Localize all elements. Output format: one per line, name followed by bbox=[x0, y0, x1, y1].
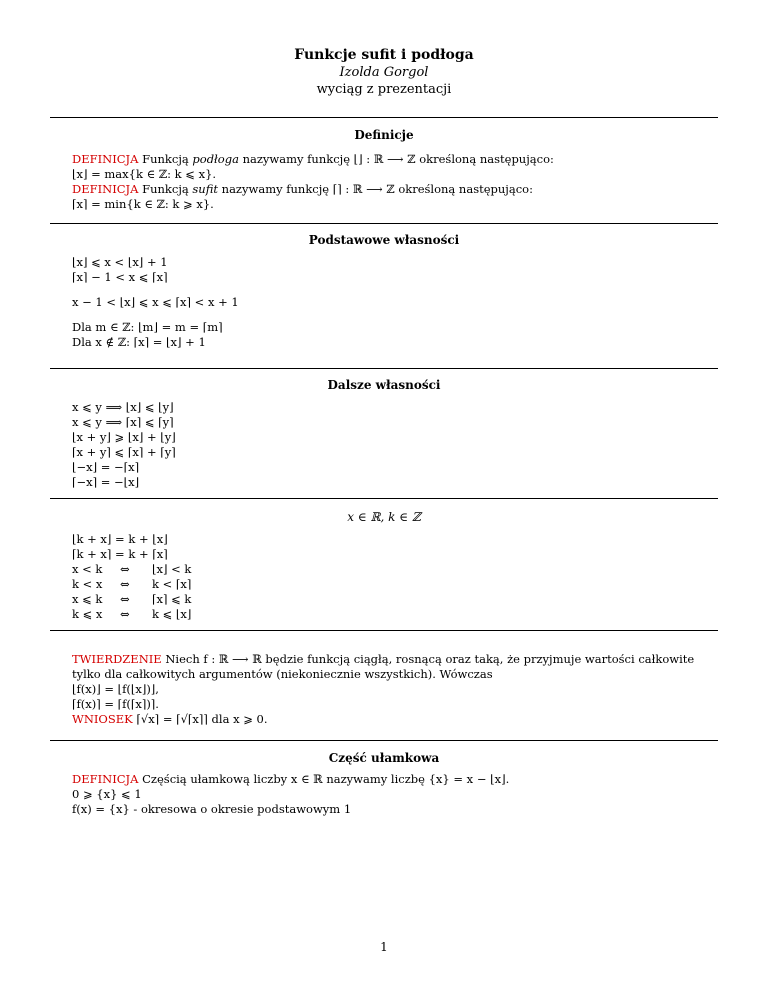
formula: ⌊f(x)⌋ = ⌊f(⌊x⌋)⌋, bbox=[72, 682, 159, 696]
divider bbox=[50, 223, 718, 224]
equivalence-row: k < x ⇔ k < ⌈x⌉ bbox=[72, 577, 192, 591]
section-heading-podstawowe: Podstawowe własności bbox=[308, 233, 460, 247]
divider bbox=[50, 740, 718, 741]
formula: ⌈k + x⌉ = k + ⌈x⌉ bbox=[72, 547, 168, 561]
divider bbox=[50, 368, 718, 369]
formula: ⌊x + y⌋ ⩾ ⌊x⌋ + ⌊y⌋ bbox=[72, 430, 176, 444]
formula: x ⩽ y ⟹ ⌈x⌉ ⩽ ⌈y⌉ bbox=[72, 415, 174, 429]
formula: ⌈x + y⌉ ⩽ ⌈x⌉ + ⌈y⌉ bbox=[72, 445, 176, 459]
formula: x ⩽ y ⟹ ⌊x⌋ ⩽ ⌊y⌋ bbox=[72, 400, 174, 414]
theorem-label: TWIERDZENIE bbox=[72, 652, 162, 666]
section-heading-dalsze: Dalsze własności bbox=[327, 378, 441, 392]
document-title: Funkcje sufit i podłoga bbox=[294, 47, 474, 63]
section-ulamkowa bbox=[72, 772, 712, 817]
formula: ⌊x⌋ ⩽ x < ⌊x⌋ + 1 bbox=[72, 255, 168, 269]
formula: ⌈−x⌉ = −⌊x⌋ bbox=[72, 475, 140, 489]
formula: 0 ⩾ {x} ⩽ 1 bbox=[72, 787, 142, 801]
term-sufit: sufit bbox=[192, 182, 219, 196]
formula: Dla x ∉ ℤ: ⌈x⌉ = ⌊x⌋ + 1 bbox=[72, 335, 206, 349]
definition-line: DEFINICJA Częścią ułamkową liczby x ∈ ℝ nazywamy liczbę {x} = x − ⌊x⌋. bbox=[72, 772, 510, 786]
section-heading-ulamkowa: Część ułamkowa bbox=[328, 751, 440, 765]
formula: x − 1 < ⌊x⌋ ⩽ x ⩽ ⌈x⌉ < x + 1 bbox=[72, 295, 239, 309]
divider bbox=[50, 117, 718, 118]
formula: ⌈f(x)⌉ = ⌈f(⌈x⌉)⌉. bbox=[72, 697, 159, 711]
formula: Dla m ∈ ℤ: ⌊m⌋ = m = ⌈m⌉ bbox=[72, 320, 223, 334]
definition-label: DEFINICJA bbox=[72, 182, 139, 196]
section-definicje bbox=[72, 152, 712, 212]
section-dalsze bbox=[72, 400, 712, 490]
document-subtitle: wyciąg z prezentacji bbox=[316, 82, 452, 97]
definition-label: DEFINICJA bbox=[72, 772, 139, 786]
theorem-paragraph: TWIERDZENIE Niech f : ℝ ⟶ ℝ będzie funkcją ciągłą, rosnącą oraz taką, że przyjmuje wartości całkowite tylko dla całkowitych argumentów (niekoniecznie wszystkich). Wówczas bbox=[72, 652, 695, 681]
section-heading-definicje: Definicje bbox=[354, 128, 414, 142]
page-number: 1 bbox=[380, 940, 388, 954]
document-author: Izolda Gorgol bbox=[339, 65, 429, 80]
equivalence-row: k ⩽ x ⇔ k ⩽ ⌊x⌋ bbox=[72, 607, 192, 621]
section-xr bbox=[72, 532, 712, 622]
definition-label: DEFINICJA bbox=[72, 152, 139, 166]
divider bbox=[50, 630, 718, 631]
section-twierdzenie bbox=[50, 652, 718, 727]
formula: ⌊k + x⌋ = k + ⌊x⌋ bbox=[72, 532, 168, 546]
equivalence-row: x < k ⇔ ⌊x⌋ < k bbox=[72, 562, 192, 576]
corollary-label: WNIOSEK bbox=[72, 712, 133, 726]
equivalence-row: x ⩽ k ⇔ ⌈x⌉ ⩽ k bbox=[72, 592, 192, 606]
formula: f(x) = {x} - okresowa o okresie podstawowym 1 bbox=[72, 802, 352, 816]
definition-line: DEFINICJA Funkcją sufit nazywamy funkcję ⌈⌉ : ℝ ⟶ ℤ określoną następująco: bbox=[72, 182, 533, 196]
formula: ⌊−x⌋ = −⌈x⌉ bbox=[72, 460, 140, 474]
document-header bbox=[0, 46, 768, 98]
divider bbox=[50, 498, 718, 499]
section-heading-xr: x ∈ ℝ, k ∈ ℤ bbox=[347, 510, 421, 524]
formula: ⌈x⌉ = min{k ∈ ℤ: k ⩾ x}. bbox=[72, 197, 214, 211]
corollary-line: WNIOSEK ⌈√x⌉ = ⌈√⌈x⌉⌉ dla x ⩾ 0. bbox=[72, 712, 268, 726]
definition-line: DEFINICJA Funkcją podłoga nazywamy funkcję ⌊⌋ : ℝ ⟶ ℤ określoną następująco: bbox=[72, 152, 554, 166]
section-podstawowe bbox=[72, 255, 712, 350]
term-podloga: podłoga bbox=[192, 152, 239, 166]
formula: ⌈x⌉ − 1 < x ⩽ ⌈x⌉ bbox=[72, 270, 168, 284]
formula: ⌊x⌋ = max{k ∈ ℤ: k ⩽ x}. bbox=[72, 167, 217, 181]
